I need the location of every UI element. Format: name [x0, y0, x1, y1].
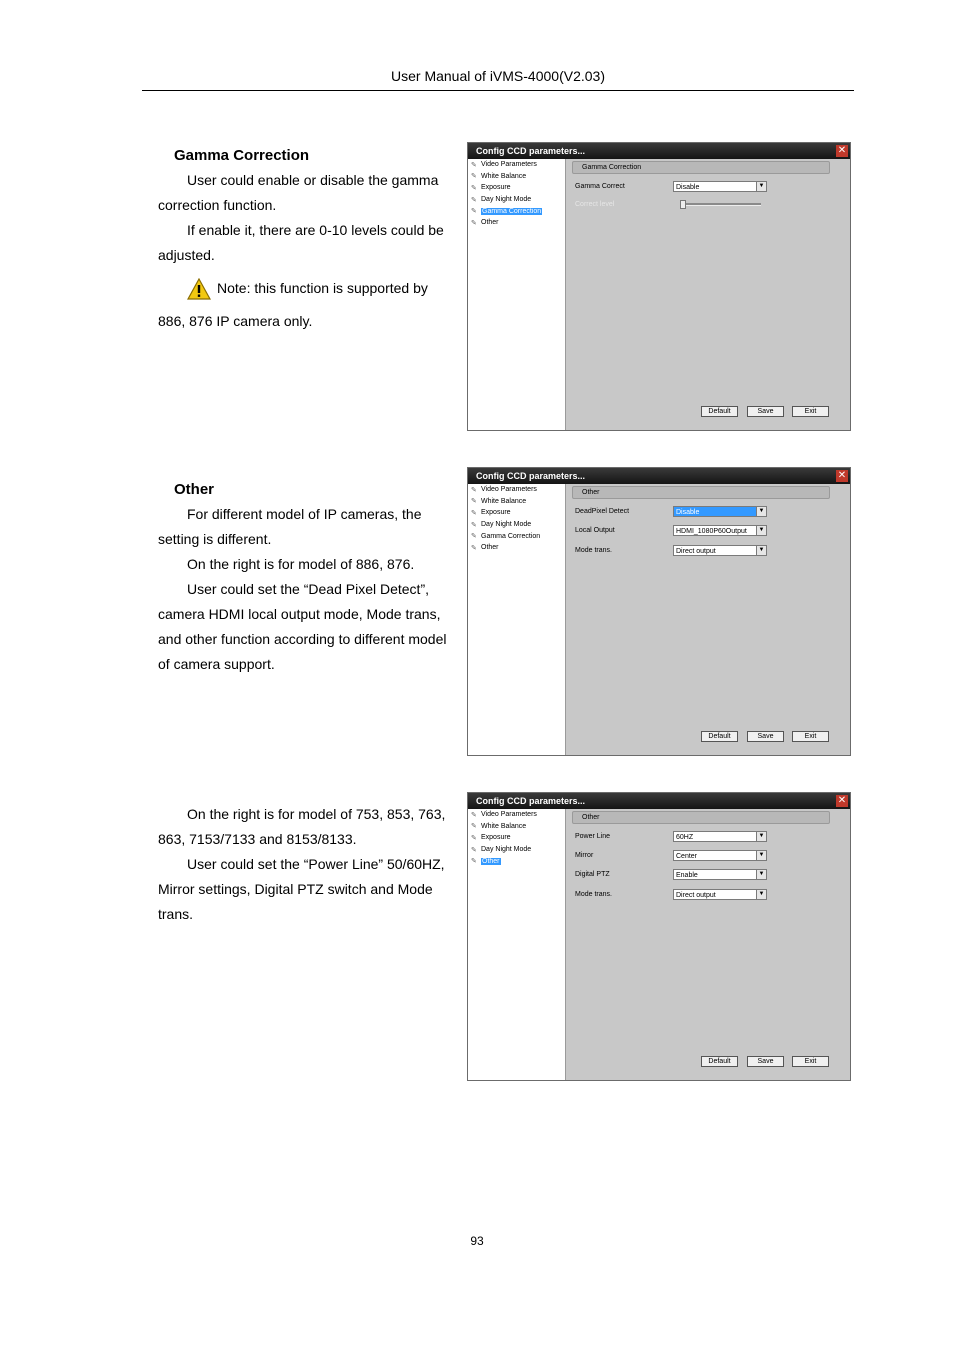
paragraph: On the right is for model of 886, 876. [187, 556, 415, 572]
exit-button[interactable]: Exit [792, 731, 829, 742]
pencil-icon: ✎ [471, 498, 477, 506]
note-continuation: 886, 876 IP camera only. [158, 313, 313, 329]
dialog-main [566, 484, 850, 755]
digital-ptz-select[interactable]: Enable ▼ [673, 869, 767, 880]
paragraph: User could enable or disable the gamma correction function. [158, 172, 439, 213]
nav-item-video-parameters[interactable]: ✎ Video Parameters [471, 486, 537, 494]
chevron-down-icon: ▼ [756, 507, 766, 516]
power-line-select[interactable]: 60HZ ▼ [673, 831, 767, 842]
nav-item-day-night-mode[interactable]: ✎ Day Night Mode [471, 521, 532, 529]
pencil-icon: ✎ [471, 219, 477, 227]
dialog-title: Config CCD parameters... [476, 471, 586, 481]
default-button[interactable]: Default [701, 731, 738, 742]
dead-pixel-label: DeadPixel Detect [575, 508, 630, 515]
dialog-nav [468, 484, 566, 755]
tab-other[interactable]: Other [572, 811, 830, 824]
mode-trans-label: Mode trans. [575, 891, 612, 898]
chevron-down-icon: ▼ [756, 182, 766, 191]
nav-item-gamma-correction[interactable]: ✎ Gamma Correction [471, 207, 542, 216]
nav-item-white-balance[interactable]: ✎ White Balance [471, 497, 527, 506]
save-button[interactable]: Save [747, 406, 784, 417]
note-text: Note: this function is supported by [217, 280, 428, 296]
section-heading: Gamma Correction [174, 147, 310, 164]
pencil-icon: ✎ [471, 846, 477, 854]
paragraph: User could set the “Power Line” 50/60HZ, Mirror settings, Digital PTZ switch and Mode trans. [158, 856, 445, 922]
level-label: Correct level [575, 201, 615, 208]
warning-icon [187, 278, 211, 300]
chevron-down-icon: ▼ [756, 546, 766, 555]
header-title: User Manual of iVMS-4000(V2.03) [391, 68, 605, 84]
pencil-icon: ✎ [471, 533, 477, 541]
save-button[interactable]: Save [747, 731, 784, 742]
pencil-icon: ✎ [471, 823, 477, 831]
nav-item-other[interactable]: ✎ Other [471, 544, 499, 552]
slider-handle[interactable] [680, 200, 686, 209]
nav-item-video-parameters[interactable]: ✎ Video Parameters [471, 811, 537, 819]
tab-gamma-correction[interactable]: Gamma Correction [572, 161, 830, 174]
local-output-label: Local Output [575, 527, 615, 534]
pencil-icon: ✎ [471, 811, 477, 819]
nav-item-exposure[interactable]: ✎ Exposure [471, 509, 511, 517]
nav-item-video-parameters[interactable]: ✎ Video Parameters [471, 161, 537, 169]
dead-pixel-select[interactable]: Disable ▼ [673, 506, 767, 517]
section-other-models [158, 802, 450, 927]
nav-item-white-balance[interactable]: ✎ White Balance [471, 822, 527, 831]
nav-item-gamma-correction[interactable]: ✎ Gamma Correction [471, 532, 541, 541]
header-rule [142, 90, 854, 91]
nav-item-other[interactable]: ✎ Other [471, 219, 499, 227]
chevron-down-icon: ▼ [756, 890, 766, 899]
paragraph: On the right is for model of 753, 853, 763, 863, 7153/7133 and 8153/8133. [158, 806, 446, 847]
exit-button[interactable]: Exit [792, 406, 829, 417]
dialog-title: Config CCD parameters... [476, 796, 586, 806]
save-button[interactable]: Save [747, 1056, 784, 1067]
pencil-icon: ✎ [471, 173, 477, 181]
section-other [158, 477, 450, 677]
mode-trans-select[interactable]: Direct output ▼ [673, 545, 767, 556]
dialog-title-bar [468, 143, 850, 159]
power-line-label: Power Line [575, 833, 611, 840]
paragraph: For different model of IP cameras, the setting is different. [158, 506, 422, 547]
exit-button[interactable]: Exit [792, 1056, 829, 1067]
mirror-label: Mirror [575, 852, 594, 859]
dialog-title-bar [468, 793, 850, 809]
default-button[interactable]: Default [701, 406, 738, 417]
pencil-icon: ✎ [471, 509, 477, 517]
chevron-down-icon: ▼ [756, 851, 766, 860]
nav-item-other[interactable]: ✎ Other [471, 857, 500, 866]
pencil-icon: ✎ [471, 521, 477, 529]
local-output-select[interactable]: HDMI_1080P60Output ▼ [673, 525, 767, 536]
dialog-title: Config CCD parameters... [476, 146, 586, 156]
pencil-icon: ✎ [471, 184, 477, 192]
section-heading: Other [174, 481, 215, 498]
pencil-icon: ✎ [471, 486, 477, 494]
ccd-dialog-other-models [467, 792, 851, 1081]
close-icon[interactable]: ✕ [837, 795, 847, 806]
tab-other[interactable]: Other [572, 486, 830, 499]
section-gamma [158, 143, 450, 334]
paragraph: If enable it, there are 0-10 levels could be adjusted. [158, 222, 444, 263]
pencil-icon: ✎ [471, 196, 477, 204]
pencil-icon: ✎ [471, 161, 477, 169]
close-icon[interactable]: ✕ [837, 470, 847, 481]
mode-trans-label: Mode trans. [575, 547, 612, 554]
dialog-nav [468, 809, 566, 1080]
nav-item-day-night-mode[interactable]: ✎ Day Night Mode [471, 196, 532, 204]
page-number: 93 [470, 1234, 484, 1248]
close-icon[interactable]: ✕ [837, 145, 847, 156]
ccd-dialog-gamma [467, 142, 851, 431]
nav-item-exposure[interactable]: ✎ Exposure [471, 834, 511, 842]
mirror-select[interactable]: Center ▼ [673, 850, 767, 861]
digital-ptz-label: Digital PTZ [575, 871, 610, 878]
chevron-down-icon: ▼ [756, 526, 766, 535]
nav-item-white-balance[interactable]: ✎ White Balance [471, 172, 527, 181]
pencil-icon: ✎ [471, 544, 477, 552]
note [158, 276, 450, 301]
gamma-select[interactable]: Disable ▼ [673, 181, 767, 192]
dialog-title-bar [468, 468, 850, 484]
pencil-icon: ✎ [471, 834, 477, 842]
nav-item-exposure[interactable]: ✎ Exposure [471, 184, 511, 192]
chevron-down-icon: ▼ [756, 870, 766, 879]
dialog-main [566, 159, 850, 430]
dialog-nav [468, 159, 566, 430]
chevron-down-icon: ▼ [756, 832, 766, 841]
ccd-dialog-other [467, 467, 851, 756]
default-button[interactable]: Default [701, 1056, 738, 1067]
paragraph: User could set the “Dead Pixel Detect”, camera HDMI local output mode, Mode trans, and other function according to different model of camera support. [158, 581, 447, 672]
pencil-icon: ✎ [471, 858, 477, 866]
dialog-main [566, 809, 850, 1080]
level-slider[interactable] [681, 203, 761, 206]
mode-trans-select[interactable]: Direct output ▼ [673, 889, 767, 900]
nav-item-day-night-mode[interactable]: ✎ Day Night Mode [471, 846, 532, 854]
gamma-label: Gamma Correct [575, 183, 625, 190]
pencil-icon: ✎ [471, 208, 477, 216]
